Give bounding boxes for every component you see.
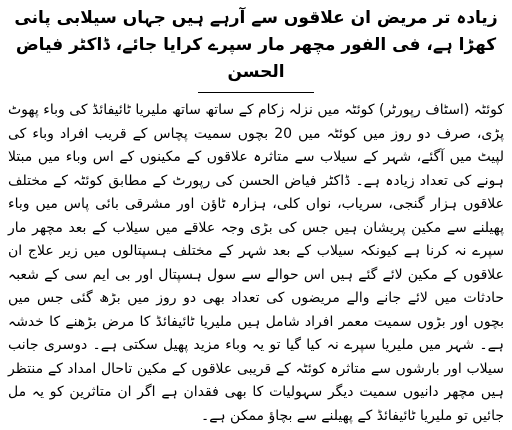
article-body — [8, 99, 504, 428]
headline: زیادہ تر مریض ان علاقوں سے آرہے ہیں جہاں سیلابی پانی کھڑا ہے، فی الفور مچھر مار سپرے کرایا جائے، ڈاکٹر فیاض الحسن — [14, 8, 498, 82]
headline-divider — [198, 92, 314, 93]
article-paragraph: کوئٹہ (اسٹاف رپورٹر) کوئٹہ میں نزلہ زکام کے ساتھ ساتھ ملیریا ٹائیفائڈ کی وباء پھوٹ پڑی، صرف دو روز میں کوئٹہ میں 20 بچوں سمیت پچاس کے قریب افراد وباء کی لپیٹ میں آگئے، شہر کے سیلاب سے متاثرہ علاقوں کے مکینوں کے اس وباء میں مبتلا ہونے کی تعداد زیادہ ہے۔ ڈاکٹر فیاض الحسن کی رپورٹ کے مطابق کوئٹہ کے مختلف علاقوں ہزار گنجی، سریاب، نواں کلی، ہزارہ ٹاؤن اور مشرقی بائی پاس میں وباء پھیلنے سے مکین پریشان ہیں جس کی بڑی وجہ علاقے میں سیلاب کے بعد مچھر مار سپرے نہ کرنا ہے کیونکہ سیلاب کے بعد شہر کے مختلف ہسپتالوں میں زیر علاج ان علاقوں کے مکین لائے گئے ہیں اس حوالے سے سول ہسپتال اور بی ایم سی کے شعبہ حادثات میں لائے جانے والے مریضوں کی تعداد بھی دو روز میں بڑھ گئی جس میں بچوں اور بڑوں سمیت معمر افراد شامل ہیں ملیریا ٹائیفائڈ کا مرض بڑھنے کا خدشہ ہے۔ شہر میں ملیریا سپرے نہ کیا گیا تو یہ وباء مزید پھیل سکتی ہے۔ دوسری جانب سیلاب اور بارشوں سے متاثرہ کوئٹہ کے قریبی علاقوں کے مکین تاحال امداد کے منتظر ہیں مچھر دانیوں سمیت دیگر سہولیات کا بھی فقدان ہے اگر ان متاثرین کو یہ مل جائیں تو ملیریا ٹائیفائڈ کے پھیلنے سے بچاؤ ممکن ہے۔ — [8, 102, 504, 424]
